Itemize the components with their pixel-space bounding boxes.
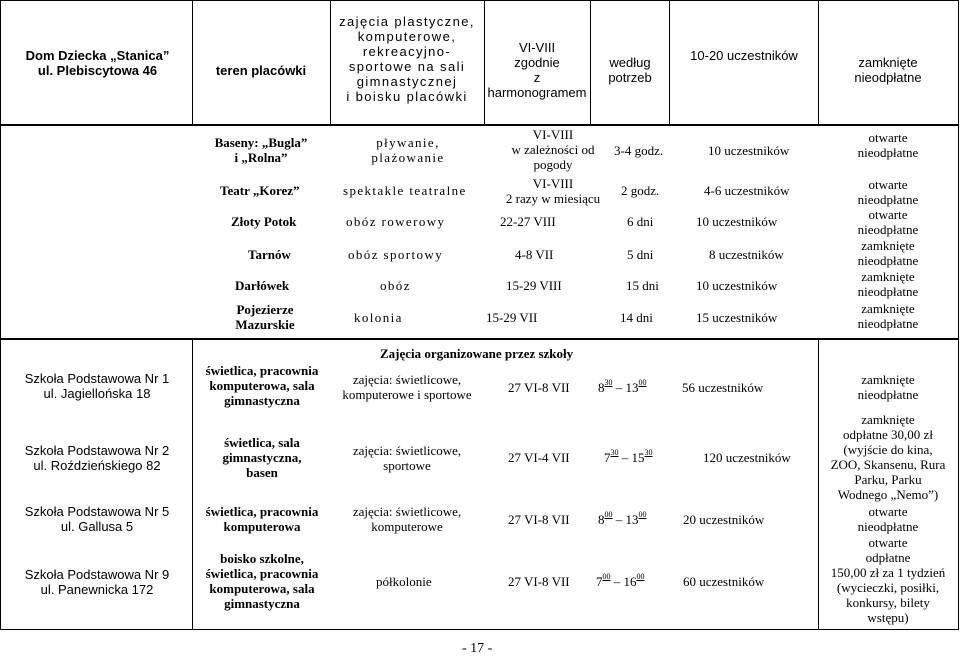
pools-duration: 3-4 godz. <box>614 143 664 158</box>
row3-access: otwarte nieodpłatne <box>857 504 919 534</box>
school-hours: $8^{30} - 13^{00}$ <box>598 378 647 395</box>
row1-activity: zajęcia plastyczne, komputerowe, rekreacyjno- sportowe na sali gimnastycznej i boisku placówki <box>339 14 475 104</box>
camp-activity: obóz sportowy <box>348 247 444 262</box>
camp-dates: 22-27 VIII <box>500 214 556 229</box>
row1-access: zamknięte nieodpłatne <box>854 55 922 85</box>
school-dates: 27 VI-8 VII <box>508 574 570 589</box>
row1-participants: 10-20 uczestników <box>690 48 798 63</box>
colony-days: 14 dni <box>620 310 653 325</box>
row2-access: otwarte nieodpłatne <box>857 130 919 160</box>
row2-access: otwarte nieodpłatne <box>857 207 919 237</box>
camp-days: 5 dni <box>627 247 654 262</box>
camp-activity: obóz rowerowy <box>346 214 446 229</box>
row2-access: zamknięte nieodpłatne <box>857 269 919 299</box>
colony-activity: kolonia <box>354 310 403 325</box>
row2-access: otwarte nieodpłatne <box>857 177 919 207</box>
camp-location: Tarnów <box>248 247 291 262</box>
school-venue: boisko szkolne, świetlica, pracownia komputerowa, sala gimnastyczna <box>205 551 319 611</box>
row1-duration: według potrzeb <box>608 55 652 85</box>
camp-participants: 8 uczestników <box>709 247 784 262</box>
school-venue: świetlica, sala gimnastyczna, basen <box>222 435 302 480</box>
pools-location: Baseny: „Bugla” i „Rolna” <box>214 135 308 165</box>
camp-participants: 10 uczestników <box>696 278 778 293</box>
camp-participants: 10 uczestników <box>696 214 778 229</box>
camp-days: 6 dni <box>627 214 654 229</box>
school-activity: zajęcia: świetlicowe, komputerowe i sportowe <box>342 372 472 402</box>
row2-access: zamknięte nieodpłatne <box>857 238 919 268</box>
pools-activity: pływanie, plażowanie <box>371 135 445 165</box>
school-dates: 27 VI-8 VII <box>508 512 570 527</box>
camp-activity: obóz <box>380 278 411 293</box>
school-participants: 20 uczestników <box>683 512 765 527</box>
school-participants: 56 uczestników <box>682 380 764 395</box>
school-hours: $7^{30} - 15^{30}$ <box>604 448 653 465</box>
school-activity: półkolonie <box>376 574 432 589</box>
theatre-activity: spektakle teatralne <box>343 183 467 198</box>
row1-period: VI-VIII zgodnie z harmonogramem <box>487 40 587 100</box>
schools-header: Zajęcia organizowane przez szkoły <box>380 346 574 361</box>
school-hours: $7^{00} - 16^{00}$ <box>596 572 645 589</box>
theatre-participants: 4-6 uczestników <box>704 183 790 198</box>
school-name: Szkoła Podstawowa Nr 1 ul. Jagiellońska 18 <box>24 371 170 401</box>
pools-participants: 10 uczestników <box>708 143 790 158</box>
school-name: Szkoła Podstawowa Nr 9 ul. Panewnicka 172 <box>24 567 170 597</box>
school-activity: zajęcia: świetlicowe, sportowe <box>352 443 462 473</box>
school-dates: 27 VI-4 VII <box>508 450 570 465</box>
row3-access: otwarte odpłatne 150,00 zł za 1 tydzień (wycieczki, posiłki, konkursy, bilety wstępu) <box>830 535 946 625</box>
school-venue: świetlica, pracownia komputerowa, sala gimnastyczna <box>205 363 319 408</box>
camp-location: Darłówek <box>235 278 290 293</box>
school-participants: 60 uczestników <box>683 574 765 589</box>
row1-place: Dom Dziecka „Stanica” ul. Plebiscytowa 46 <box>25 48 170 78</box>
school-venue: świetlica, pracownia komputerowa <box>205 504 319 534</box>
school-hours: $8^{00} - 13^{00}$ <box>598 510 647 527</box>
theatre-period: VI-VIII 2 razy w miesiącu <box>505 176 601 206</box>
colony-location: Pojezierze Mazurskie <box>235 302 295 332</box>
camp-dates: 4-8 VII <box>515 247 554 262</box>
school-dates: 27 VI-8 VII <box>508 380 570 395</box>
school-activity: zajęcia: świetlicowe, komputerowe <box>352 504 462 534</box>
school-name: Szkoła Podstawowa Nr 5 ul. Gallusa 5 <box>24 504 170 534</box>
theatre-duration: 2 godz. <box>621 183 660 198</box>
row1-location: teren placówki <box>215 63 307 78</box>
camp-dates: 15-29 VIII <box>506 278 562 293</box>
school-participants: 120 uczestników <box>703 450 791 465</box>
colony-dates: 15-29 VII <box>486 310 538 325</box>
page-number: - 17 - <box>462 641 493 656</box>
pools-period: VI-VIII w zależności od pogody <box>511 127 595 172</box>
camp-days: 15 dni <box>626 278 659 293</box>
row3-access: zamknięte odpłatne 30,00 zł (wyjście do kina, ZOO, Skansenu, Rura Parku, Parku Wodnego „Nemo”) <box>830 412 946 502</box>
camp-location: Złoty Potok <box>231 214 297 229</box>
school-name: Szkoła Podstawowa Nr 2 ul. Roździeńskiego 82 <box>24 443 170 473</box>
theatre-location: Teatr „Korez” <box>220 183 300 198</box>
row3-access: zamknięte nieodpłatne <box>857 372 919 402</box>
colony-participants: 15 uczestników <box>696 310 778 325</box>
row2-access: zamknięte nieodpłatne <box>857 301 919 331</box>
